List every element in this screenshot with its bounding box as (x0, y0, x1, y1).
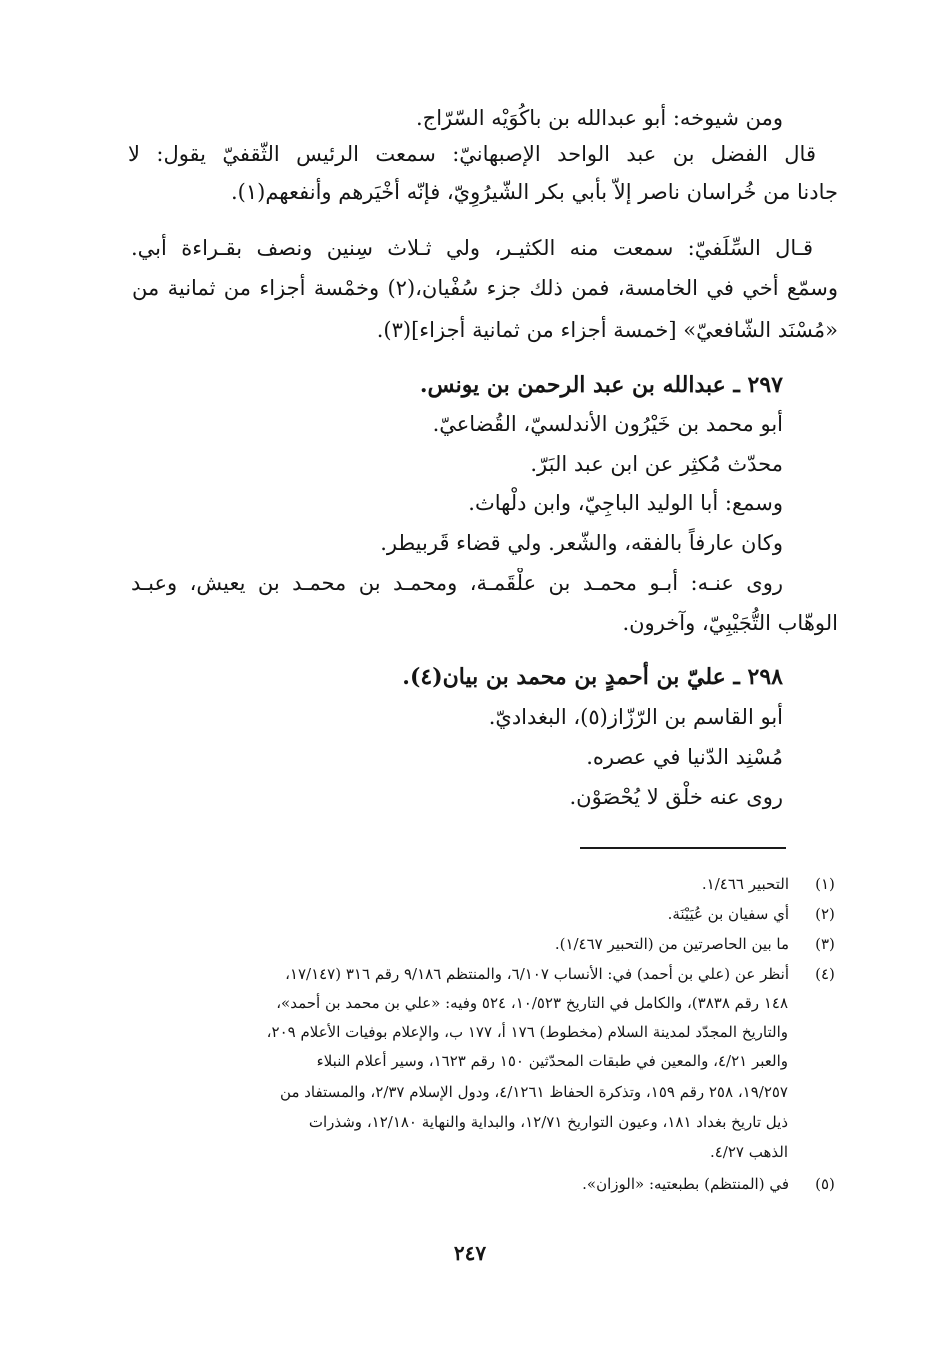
text-line: وسمع: أبا الوليد الباجِيّ، وابن دلْهاث. (468, 491, 783, 515)
footnote-text: أنظر عن (علي بن أحمد) في: الأنساب ٦/١٠٧، والمنتظم ٩/١٨٦ رقم ٣١٦ (١٧/١٤٧، (285, 965, 789, 983)
text-line: ومن شيوخه: أبو عبدالله بن باكُوَيْه السّرّاج. (415, 106, 783, 130)
entry-heading: ٢٩٨ ـ عليّ بن أحمدٍ بن محمد بن بيان(٤). (402, 664, 783, 690)
footnote-continuation: ذيل تاريخ بغداد ١٨١، وعيون التواريخ ١٢/٧١، والبداية والنهاية ١٢/١٨٠، وشذرات (308, 1113, 788, 1131)
text-line: الوهّاب التُّجَيْبِيّ، وآخرون. (622, 611, 838, 635)
footnote-text: أي سفيان بن عُيَيْنَة. (667, 905, 789, 923)
text-line: جادنا من خُراسان ناصر إلاّ بأبي بكر الشّيرُوِيّ، فإنّه أخْيَرهم وأنفعهم(١). (230, 180, 838, 204)
footnote-continuation: والعبر ٤/٢١، والمعين في طبقات المحدّثين ١٥٠ رقم ١٦٢٣، وسير أعلام النبلاء (316, 1052, 788, 1070)
footnote-number: (٢) (815, 905, 835, 923)
footnote-number: (٤) (815, 965, 835, 983)
footnote-text: ما بين الحاصرتين من (التحبير ١/٤٦٧). (554, 935, 789, 953)
text-line: وكان عارفاً بالفقه، والشّعر. ولي قضاء قَربيطر. (380, 531, 783, 555)
text-line: وسمّع أخي في الخامسة، فمن ذلك جزء سُفْيان،(٢) وخمْسة أجزاء من ثمانية من (132, 276, 838, 300)
text-line: محدّث مُكثِر عن ابن عبد البَرّ. (530, 452, 783, 476)
footnote (143, 1172, 843, 1196)
footnote-text: في (المنتظم) بطبعتيه: «الوزان». (582, 1175, 789, 1193)
footnote-number: (٣) (815, 935, 835, 953)
text-line: أبو القاسم بن الرّزّاز(٥)، البغداديّ. (488, 705, 783, 729)
text-line: روى عنـه: أبـو محمـد بن علْقَمـة، ومحمـد بن محمـد بن يعيش، وعبـد (131, 571, 783, 595)
page-number: ٢٤٧ (453, 1241, 487, 1265)
footnote-number: (١) (815, 875, 835, 893)
footnote (128, 962, 843, 986)
footnote-continuation: الذهب ٤/٢٧. (709, 1143, 788, 1161)
footnote (143, 902, 843, 926)
text-line: أبو محمد بن خَيْرُون الأندلسيّ، القُضاعيّ. (432, 412, 783, 436)
entry-heading: ٢٩٧ ـ عبدالله بن عبد الرحمن بن يونس. (419, 372, 783, 398)
footnote-number: (٥) (815, 1175, 835, 1193)
footnote-separator (580, 847, 786, 849)
footnote (143, 872, 843, 896)
text-line: روى عنه خلْق لا يُحْصَوْن. (569, 785, 783, 809)
text-line: قال الفضل بن عبد الواحد الإصبهانيّ: سمعت الرئيس الثّقفيّ يقول: لا (128, 142, 816, 166)
footnote-text: التحبير ١/٤٦٦. (701, 875, 789, 893)
footnote (143, 932, 843, 956)
text-line: «مُسْنَد الشّافعيّ» [خمسة أجزاء من ثمانية أجزاء](٣). (376, 318, 838, 342)
footnote-continuation: ١٩/٢٥٧، ٢٥٨ رقم ١٥٩، وتذكرة الحفاظ ٤/١٢٦١، ودول الإسلام ٢/٣٧، والمستفاد من (280, 1083, 788, 1101)
footnote-continuation: والتاريخ المجدّد لمدينة السلام (مخطوط) ١٧٦ أ، ١٧٧ ب، والإعلام بوفيات الأعلام ٢٠٩، (266, 1023, 788, 1041)
text-line: قـال السِّلَفيّ: سمعت منه الكثيـر، ولي ثـلاث سِنين ونصف بقـراءة أبي. (131, 236, 813, 260)
footnote-continuation: ١٤٨ رقم ٣٨٣٨)، والكامل في التاريخ ١٠/٥٢٣، ٥٢٤ وفيه: «علي بن محمد بن أحمد»، (276, 994, 788, 1012)
text-line: مُسْنِد الدّنيا في عصره. (586, 745, 783, 769)
